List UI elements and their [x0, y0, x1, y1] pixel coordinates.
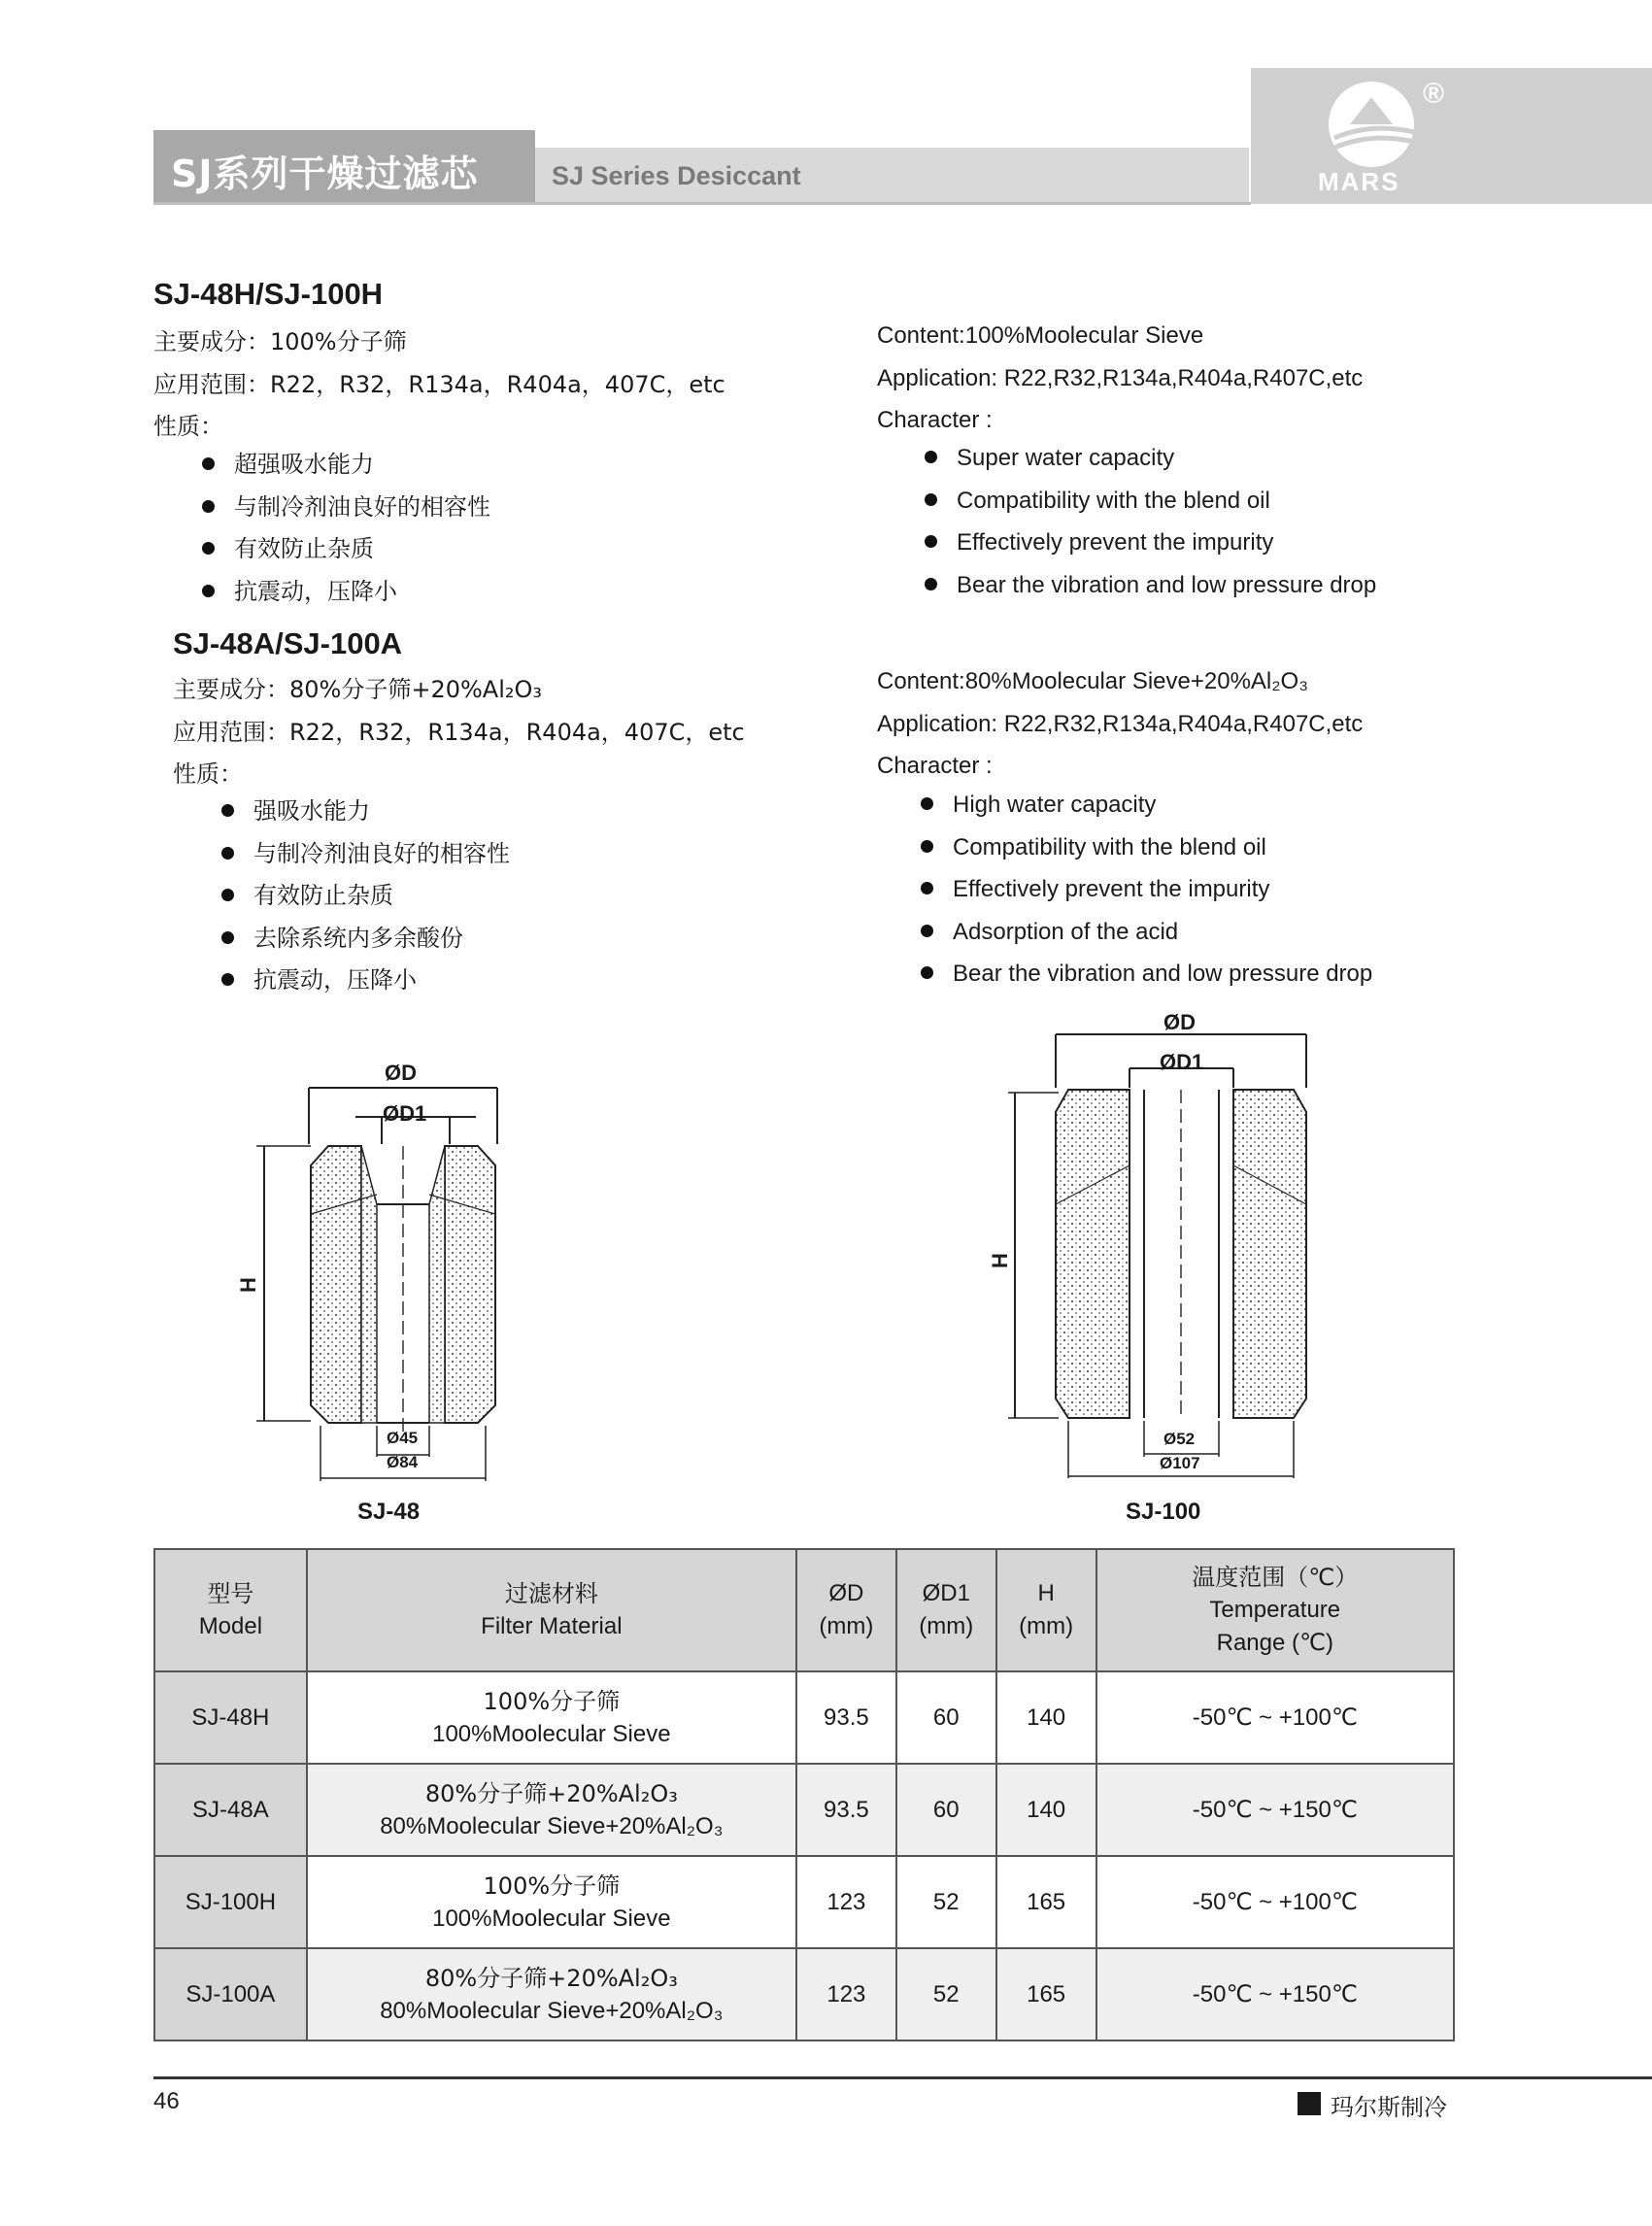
cell-h: 165: [996, 1856, 1096, 1948]
header-od: ØD (mm): [796, 1549, 896, 1671]
list-item: Bear the vibration and low pressure drop: [921, 961, 1372, 988]
cell-od: 123: [796, 1856, 896, 1948]
list-item: 超强吸水能力: [202, 445, 374, 479]
list-item: Effectively prevent the impurity: [921, 876, 1269, 903]
logo-panel: [1251, 68, 1652, 204]
section2-character-cn: 性质：: [173, 760, 243, 788]
section2-content-en: Content:80%Moolecular Sieve+20%Al₂O₃: [877, 668, 1308, 694]
section1-application-en: Application: R22,R32,R134a,R404a,R407C,etc: [877, 365, 1364, 391]
sj100-id-label: ØD1: [1160, 1050, 1204, 1074]
cell-temp: -50℃ ~ +150℃: [1096, 1764, 1454, 1856]
page-subtitle: SJ Series Desiccant: [552, 161, 801, 190]
cell-model: SJ-48H: [154, 1671, 307, 1764]
cell-od: 93.5: [796, 1764, 896, 1856]
list-item: High water capacity: [921, 792, 1156, 819]
cell-id: 60: [896, 1764, 996, 1856]
cell-material: 80%分子筛+20%Al₂O₃ 80%Moolecular Sieve+20%Al₂O₃: [307, 1764, 796, 1856]
section2-character-en: Character :: [877, 753, 993, 779]
section2-title: SJ-48A/SJ-100A: [173, 626, 403, 660]
table-row: [154, 1856, 1454, 1948]
section2-application-en: Application: R22,R32,R134a,R404a,R407C,etc: [877, 711, 1364, 737]
sj48-id-label: ØD1: [383, 1101, 427, 1126]
section2-content-cn: 主要成分：80%分子筛+20%Al₂O₃: [173, 676, 543, 703]
page-number: 46: [153, 2088, 180, 2114]
section1-character-cn: 性质：: [153, 413, 223, 440]
cell-od: 123: [796, 1948, 896, 2040]
list-item: 去除系统内多余酸份: [221, 919, 463, 953]
header-h: H (mm): [996, 1549, 1096, 1671]
table-row: [154, 1948, 1454, 2040]
cell-h: 140: [996, 1764, 1096, 1856]
spec-table: [153, 1548, 1455, 2041]
sj48-od-label: ØD: [385, 1061, 417, 1085]
cell-material: 80%分子筛+20%Al₂O₃ 80%Moolecular Sieve+20%Al₂O₃: [307, 1948, 796, 2040]
cell-material: 100%分子筛 100%Moolecular Sieve: [307, 1671, 796, 1764]
table-row: [154, 1671, 1454, 1764]
logo-text: MARS: [1318, 167, 1400, 196]
cell-model: SJ-48A: [154, 1764, 307, 1856]
table-header-row: [154, 1549, 1454, 1671]
cell-material: 100%分子筛 100%Moolecular Sieve: [307, 1856, 796, 1948]
registered-mark: ®: [1423, 78, 1445, 110]
cell-h: 140: [996, 1671, 1096, 1764]
sj48-outer-label: Ø84: [387, 1453, 419, 1471]
sj48-inner-label: Ø45: [387, 1429, 419, 1447]
cell-h: 165: [996, 1948, 1096, 2040]
page-title: SJ系列干燥过滤芯: [171, 152, 479, 195]
cell-temp: -50℃ ~ +100℃: [1096, 1671, 1454, 1764]
sj100-drawing: [1000, 1020, 1311, 1486]
cell-id: 52: [896, 1856, 996, 1948]
list-item: Bear the vibration and low pressure drop: [925, 572, 1376, 599]
list-item: 有效防止杂质: [202, 529, 374, 563]
section1-content-cn: 主要成分：100%分子筛: [153, 328, 407, 355]
header-material: 过滤材料 Filter Material: [307, 1549, 796, 1671]
footer-divider: [153, 2076, 1652, 2079]
cell-model: SJ-100A: [154, 1948, 307, 2040]
list-item: Compatibility with the blend oil: [925, 488, 1270, 515]
sj100-caption: SJ-100: [1126, 1499, 1201, 1525]
section1-content-en: Content:100%Moolecular Sieve: [877, 322, 1204, 349]
header-divider: [153, 202, 1251, 205]
section2-application-cn: 应用范围：R22，R32，R134a，R404a，407C，etc: [173, 719, 745, 746]
list-item: 与制冷剂油良好的相容性: [221, 834, 510, 868]
header-temp: 温度范围（℃） Temperature Range (℃): [1096, 1549, 1454, 1671]
list-item: 与制冷剂油良好的相容性: [202, 488, 490, 522]
sj100-inner-label: Ø52: [1163, 1430, 1196, 1448]
list-item: 抗震动，压降小: [221, 961, 417, 995]
cell-temp: -50℃ ~ +150℃: [1096, 1948, 1454, 2040]
cell-id: 52: [896, 1948, 996, 2040]
section1-application-cn: 应用范围：R22，R32，R134a，R404a，407C，etc: [153, 371, 725, 398]
cell-model: SJ-100H: [154, 1856, 307, 1948]
sj100-h-label: H: [987, 1253, 1012, 1268]
cell-od: 93.5: [796, 1671, 896, 1764]
cell-temp: -50℃ ~ +100℃: [1096, 1856, 1454, 1948]
sj100-od-label: ØD: [1163, 1010, 1196, 1034]
list-item: Effectively prevent the impurity: [925, 529, 1273, 556]
sj48-h-label: H: [235, 1277, 260, 1293]
list-item: 强吸水能力: [221, 792, 370, 826]
section1-character-en: Character :: [877, 407, 993, 433]
sj100-outer-label: Ø107: [1160, 1454, 1200, 1472]
cell-id: 60: [896, 1671, 996, 1764]
mars-logo-icon: [1321, 78, 1428, 175]
sj48-drawing: [233, 1049, 524, 1496]
list-item: 抗震动，压降小: [202, 572, 397, 606]
list-item: Super water capacity: [925, 445, 1174, 472]
sj48-caption: SJ-48: [357, 1499, 421, 1525]
list-item: Compatibility with the blend oil: [921, 834, 1266, 861]
list-item: 有效防止杂质: [221, 876, 393, 910]
section1-title: SJ-48H/SJ-100H: [153, 277, 384, 311]
header-id: ØD1 (mm): [896, 1549, 996, 1671]
table-row: [154, 1764, 1454, 1856]
header-model: 型号 Model: [154, 1549, 307, 1671]
list-item: Adsorption of the acid: [921, 919, 1178, 946]
company-name: 玛尔斯制冷: [1331, 2094, 1447, 2121]
square-icon: [1298, 2092, 1321, 2115]
